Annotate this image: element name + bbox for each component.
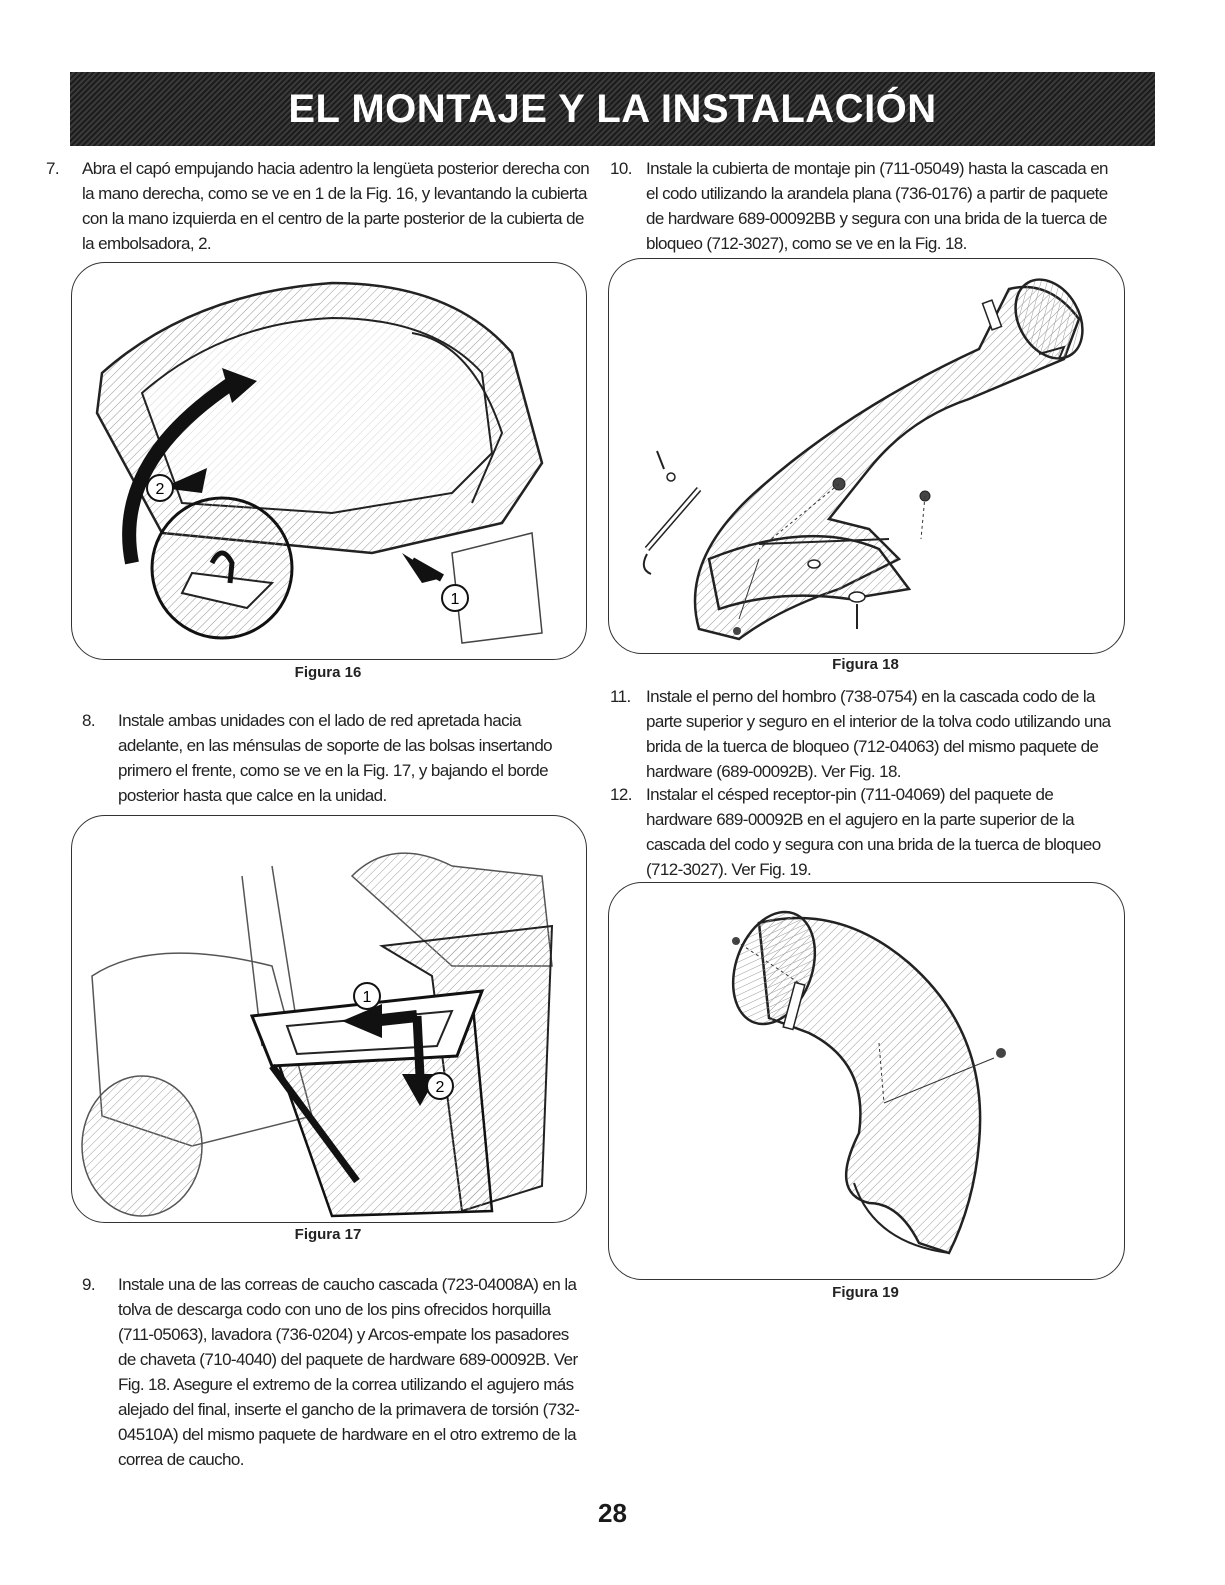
step-12 (610, 782, 1116, 882)
figure-18-illustration (609, 259, 1124, 653)
step-text: Instalar el césped receptor-pin (711-04069) del paquete de hardware 689-00092B en el agujero en la parte superior de la cascada del codo y segura con una brida de la tuerca de bloqueo (712-3027). Ver Fig. 19. (646, 785, 1101, 879)
step-11 (610, 684, 1116, 784)
figure-19 (608, 882, 1125, 1280)
step-8 (82, 708, 588, 808)
callout-1: 1 (362, 989, 372, 1006)
callout-2: 2 (435, 1079, 445, 1096)
step-number: 12. (610, 785, 632, 804)
section-title: EL MONTAJE Y LA INSTALACIÓN (288, 86, 937, 131)
figure-17 (71, 815, 587, 1223)
step-number: 8. (82, 711, 95, 730)
step-text: Instale la cubierta de montaje pin (711-05049) hasta la cascada en el codo utilizando la arandela plana (736-0176) a partir de paquete de hardware 689-00092BB y segura con una brida de la tuerca de bloqueo (712-3027), como se ve en la Fig. 18. (646, 159, 1108, 253)
step-number: 9. (82, 1275, 95, 1294)
page-number: 28 (598, 1498, 627, 1528)
figure-16 (71, 262, 587, 660)
step-9 (82, 1272, 588, 1472)
figure-17-illustration (72, 816, 586, 1222)
step-number: 10. (610, 159, 632, 178)
step-number: 11. (610, 687, 631, 706)
figure-18-caption: Figura 18 (832, 656, 899, 673)
callout-2: 2 (155, 481, 165, 498)
figure-17-caption: Figura 17 (294, 1226, 362, 1243)
step-number: 7. (46, 159, 59, 178)
step-10 (610, 156, 1116, 256)
callout-1: 1 (450, 591, 460, 608)
figure-16-illustration (72, 263, 586, 659)
step-text: Instale el perno del hombro (738-0754) en la cascada codo de la parte superior y seguro en el interior de la tolva codo utilizando una brida de la tuerca de bloqueo (712-04063) del mismo paquete de hardware (689-00092B). Ver Fig. 18. (646, 687, 1111, 781)
step-text: Abra el capó empujando hacia adentro la lengüeta posterior derecha con la mano derecha, como se ve en 1 de la Fig. 16, y levantando la cubierta con la mano izquierda en el centro de la parte posterior de la cubierta de la embolsadora, 2. (82, 159, 590, 253)
step-text: Instale una de las correas de caucho cascada (723-04008A) en la tolva de descarga codo con uno de los pins ofrecidos horquilla (711-05063), lavadora (736-0204) y Arcos-empate los pasadores de chaveta (710-4040) del paquete de hardware 689-00092B. Ver Fig. 18. Asegure el extremo de la correa utilizando el agujero más alejado del final, inserte el gancho de la primavera de torsión (732-04510A) del mismo paquete de hardware en el otro extremo de la correa de caucho. (118, 1275, 580, 1469)
figure-18 (608, 258, 1125, 654)
figure-19-caption: Figura 19 (832, 1284, 899, 1301)
step-text: Instale ambas unidades con el lado de red apretada hacia adelante, en las ménsulas de soporte de las bolsas insertando primero el frente, como se ve en la Fig. 17, y bajando el borde posterior hasta que calce en la unidad. (118, 711, 553, 805)
section-header (70, 72, 1155, 146)
step-7 (46, 156, 590, 256)
figure-16-caption: Figura 16 (294, 664, 362, 681)
figure-19-illustration (609, 883, 1124, 1279)
